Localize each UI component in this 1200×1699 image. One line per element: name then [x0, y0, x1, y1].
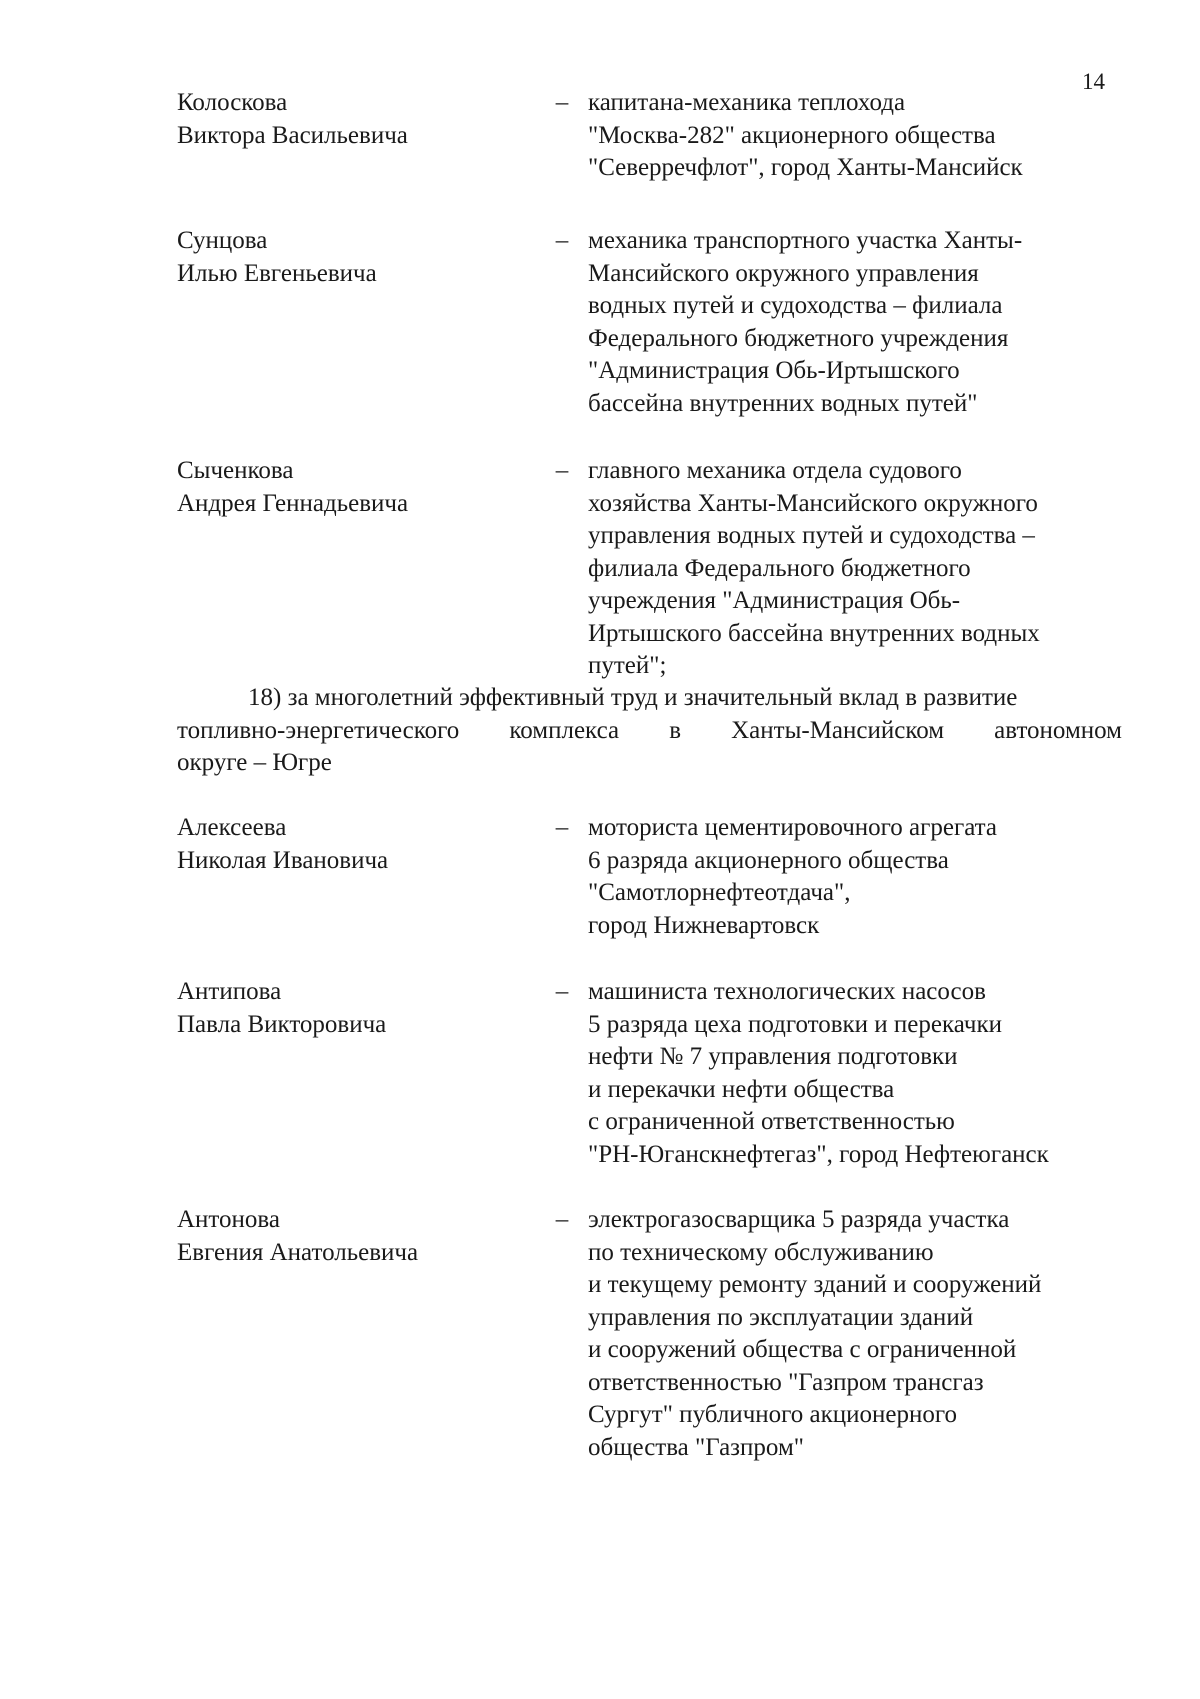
entry-dash: – [555, 1206, 569, 1233]
recipient-position [588, 455, 1122, 683]
position-line: бассейна внутренних водных путей" [588, 389, 978, 417]
position-line: и перекачки нефти общества [588, 1075, 895, 1103]
recipient-given-names: Николая Ивановича [177, 846, 389, 874]
position-line: механика транспортного участка Ханты- [588, 227, 1023, 254]
position-line: моториста цементировочного агрегата [588, 814, 998, 841]
entry-dash: – [555, 227, 569, 254]
position-line: "РН-Юганскнефтегаз", город Нефтеюганск [588, 1140, 1049, 1168]
position-line: Сургут" публичного акционерного [588, 1401, 958, 1428]
paragraph-18 [177, 682, 1122, 780]
entry-dash: – [555, 457, 569, 484]
position-line: электрогазосварщика 5 разряда участка [588, 1206, 1010, 1233]
position-line: "Самотлорнефтеотдача", [588, 879, 851, 906]
paragraph-line: 18) за многолетний эффективный труд и значительный вклад в развитие [248, 684, 1018, 711]
position-line: Федерального бюджетного учреждения [588, 324, 1009, 352]
recipient-position [588, 976, 1122, 1171]
recipient-position [588, 812, 1122, 942]
recipient-position [588, 1204, 1122, 1464]
position-line: Мансийского окружного управления [588, 259, 979, 287]
position-line: "Северречфлот", город Ханты-Мансийск [588, 154, 1023, 181]
recipient-given-names: Илью Евгеньевича [177, 259, 377, 287]
entry-dash: – [555, 978, 569, 1005]
position-line: машиниста технологических насосов [588, 978, 986, 1005]
position-line: и сооружений общества с ограниченной [588, 1336, 1017, 1363]
position-line: "Администрация Обь-Иртышского [588, 357, 960, 384]
position-line: управления водных путей и судоходства – [588, 522, 1035, 549]
recipient-given-names: Андрея Геннадьевича [177, 489, 409, 517]
recipient-name [177, 225, 537, 290]
recipient-surname: Сунцова [177, 227, 268, 254]
position-line: Иртышского бассейна внутренних водных [588, 619, 1040, 647]
recipient-name [177, 812, 537, 877]
position-line: управления по эксплуатации зданий [588, 1303, 974, 1331]
position-line: общества "Газпром" [588, 1433, 804, 1461]
position-line: водных путей и судоходства – филиала [588, 292, 1003, 319]
position-line: 5 разряда цеха подготовки и перекачки [588, 1010, 1002, 1038]
position-line: 6 разряда акционерного общества [588, 846, 949, 874]
recipient-name [177, 1204, 537, 1269]
position-line: и текущему ремонту зданий и сооружений [588, 1271, 1042, 1298]
recipient-name [177, 976, 537, 1041]
recipient-surname: Антонова [177, 1206, 280, 1233]
position-line: хозяйства Ханты-Мансийского окружного [588, 489, 1038, 517]
entry-dash: – [555, 814, 569, 841]
paragraph-line: округе – Югре [177, 749, 332, 776]
position-line: ответственностью "Газпром трансгаз [588, 1368, 984, 1396]
page-number: 14 [1082, 69, 1105, 94]
recipient-surname: Колоскова [177, 89, 288, 116]
recipient-name [177, 455, 537, 520]
position-line: с ограниченной ответственностью [588, 1108, 955, 1135]
entry-dash: – [555, 89, 569, 116]
recipient-given-names: Павла Викторовича [177, 1010, 387, 1038]
position-line: филиала Федерального бюджетного [588, 554, 971, 582]
position-line: учреждения "Администрация Обь- [588, 587, 961, 614]
position-line: город Нижневартовск [588, 911, 820, 939]
recipient-name [177, 87, 537, 152]
recipient-position [588, 87, 1122, 185]
recipient-position [588, 225, 1122, 420]
recipient-surname: Сыченкова [177, 457, 294, 484]
position-line: по техническому обслуживанию [588, 1238, 934, 1266]
position-line: главного механика отдела судового [588, 457, 962, 484]
paragraph-line: топливно-энергетического комплекса в Ханты-Мансийском автономном [177, 716, 1122, 744]
position-line: "Москва-282" акционерного общества [588, 121, 996, 149]
position-line: путей"; [588, 652, 667, 679]
recipient-surname: Алексеева [177, 814, 287, 841]
position-line: капитана-механика теплохода [588, 89, 906, 116]
recipient-given-names: Виктора Васильевича [177, 121, 408, 149]
recipient-given-names: Евгения Анатольевича [177, 1238, 419, 1266]
recipient-surname: Антипова [177, 978, 282, 1005]
position-line: нефти № 7 управления подготовки [588, 1043, 958, 1070]
